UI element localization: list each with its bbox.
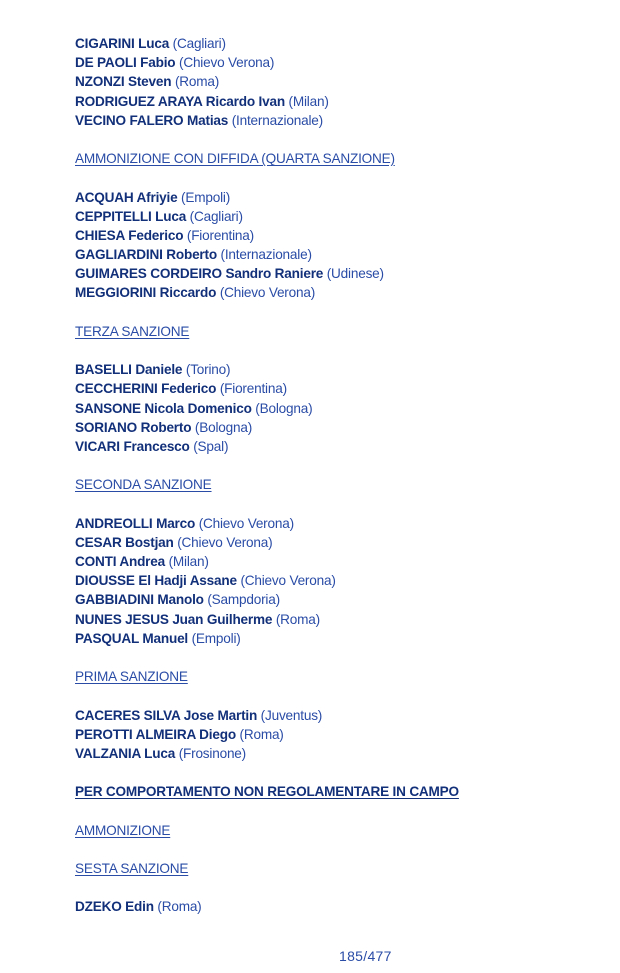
player-name: CEPPITELLI Luca	[75, 208, 187, 224]
list-item	[75, 92, 605, 111]
section-prima-sanzione	[75, 706, 605, 764]
club-name: (Chievo Verona)	[179, 55, 275, 71]
club-name: (Chievo Verona)	[198, 515, 294, 531]
player-name: NZONZI Steven	[75, 74, 172, 90]
list-item	[75, 207, 605, 226]
document-page	[75, 34, 605, 917]
list-item	[75, 188, 605, 207]
player-name: CHIESA Federico	[75, 227, 184, 243]
list-item	[75, 706, 605, 725]
club-name: (Roma)	[174, 74, 220, 90]
list-item	[75, 629, 605, 648]
spacer	[75, 686, 605, 705]
list-item	[75, 53, 605, 72]
player-name: DZEKO Edin	[75, 899, 154, 915]
list-item	[75, 897, 605, 916]
player-name: VICARI Francesco	[75, 438, 190, 454]
player-name: BASELLI Daniele	[75, 362, 183, 378]
list-item	[75, 360, 605, 379]
list-item	[75, 744, 605, 763]
club-name: (Bologna)	[255, 400, 313, 416]
club-name: (Milan)	[288, 93, 329, 109]
player-name: DIOUSSE El Hadji Assane	[75, 573, 237, 589]
player-name: ANDREOLLI Marco	[75, 515, 196, 531]
section-terza-sanzione	[75, 360, 605, 456]
spacer	[75, 303, 605, 322]
player-name: CACERES SILVA Jose Martin	[75, 707, 258, 723]
list-item	[75, 571, 605, 590]
spacer	[75, 878, 605, 897]
club-name: (Roma)	[157, 899, 202, 915]
player-name: SORIANO Roberto	[75, 419, 192, 435]
list-item	[75, 552, 605, 571]
list-item	[75, 111, 605, 130]
club-name: (Roma)	[275, 611, 320, 627]
club-name: (Milan)	[168, 554, 209, 570]
club-name: (Cagliari)	[189, 208, 243, 224]
club-name: (Internazionale)	[220, 247, 312, 263]
list-item	[75, 283, 605, 302]
spacer	[75, 456, 605, 475]
list-item	[75, 264, 605, 283]
list-item	[75, 725, 605, 744]
club-name: (Roma)	[239, 726, 284, 742]
list-item	[75, 379, 605, 398]
spacer	[75, 341, 605, 360]
club-name: (Chievo Verona)	[240, 573, 336, 589]
player-name: DE PAOLI Fabio	[75, 55, 176, 71]
player-name: MEGGIORINI Riccardo	[75, 285, 217, 301]
player-name: GABBIADINI Manolo	[75, 592, 204, 608]
conduct-subtitle: AMMONIZIONE	[75, 822, 171, 838]
player-name: SANSONE Nicola Domenico	[75, 400, 252, 416]
section-heading-prima-sanzione: PRIMA SANZIONE	[75, 669, 188, 685]
player-name: CIGARINI Luca	[75, 36, 170, 51]
spacer	[75, 130, 605, 149]
list-item	[75, 245, 605, 264]
player-name: PASQUAL Manuel	[75, 630, 189, 646]
player-name: RODRIGUEZ ARAYA Ricardo Ivan	[75, 93, 285, 109]
club-name: (Juventus)	[260, 707, 323, 723]
club-name: (Fiorentina)	[219, 381, 287, 397]
section-seconda-sanzione	[75, 514, 605, 648]
list-item	[75, 34, 605, 53]
spacer	[75, 495, 605, 514]
spacer	[75, 763, 605, 782]
section-heading-quarta-sanzione: AMMONIZIONE CON DIFFIDA (QUARTA SANZIONE)	[75, 151, 395, 167]
club-name: (Fiorentina)	[186, 227, 254, 243]
club-name: (Chievo Verona)	[219, 285, 316, 301]
player-name: GUIMARES CORDEIRO Sandro Raniere	[75, 266, 324, 282]
list-item	[75, 533, 605, 552]
section-continuation	[75, 34, 605, 130]
club-name: (Sampdoria)	[207, 592, 280, 608]
player-name: VALZANIA Luca	[75, 745, 176, 761]
player-name: CESAR Bostjan	[75, 534, 174, 550]
club-name: (Frosinone)	[178, 745, 246, 761]
player-name: PEROTTI ALMEIRA Diego	[75, 726, 236, 742]
club-name: (Bologna)	[194, 419, 253, 435]
list-item	[75, 590, 605, 609]
section-heading-terza-sanzione: TERZA SANZIONE	[75, 323, 190, 339]
club-name: (Empoli)	[181, 189, 231, 205]
section-heading-sesta-sanzione: SESTA SANZIONE	[75, 861, 189, 877]
page-number: 185/477	[339, 948, 392, 964]
list-item	[75, 610, 605, 629]
club-name: (Internazionale)	[231, 112, 323, 128]
player-name: VECINO FALERO Matias	[75, 112, 229, 128]
section-quarta-sanzione	[75, 188, 605, 303]
list-item	[75, 514, 605, 533]
club-name: (Torino)	[185, 362, 231, 378]
club-name: (Udinese)	[326, 266, 384, 282]
spacer	[75, 168, 605, 187]
list-item	[75, 418, 605, 437]
conduct-title: PER COMPORTAMENTO NON REGOLAMENTARE IN CAMPO	[75, 784, 459, 800]
player-name: NUNES JESUS Juan Guilherme	[75, 611, 273, 627]
list-item	[75, 437, 605, 456]
section-heading-seconda-sanzione: SECONDA SANZIONE	[75, 477, 212, 493]
club-name: (Empoli)	[191, 630, 241, 646]
spacer	[75, 802, 605, 821]
player-name: ACQUAH Afriyie	[75, 189, 178, 205]
club-name: (Chievo Verona)	[177, 534, 273, 550]
club-name: (Cagliari)	[172, 36, 226, 51]
spacer	[75, 840, 605, 859]
list-item	[75, 72, 605, 91]
list-item	[75, 226, 605, 245]
club-name: (Spal)	[193, 438, 229, 454]
player-name: GAGLIARDINI Roberto	[75, 247, 217, 263]
list-item	[75, 399, 605, 418]
player-name: CECCHERINI Federico	[75, 381, 217, 397]
player-name: CONTI Andrea	[75, 554, 165, 570]
spacer	[75, 648, 605, 667]
